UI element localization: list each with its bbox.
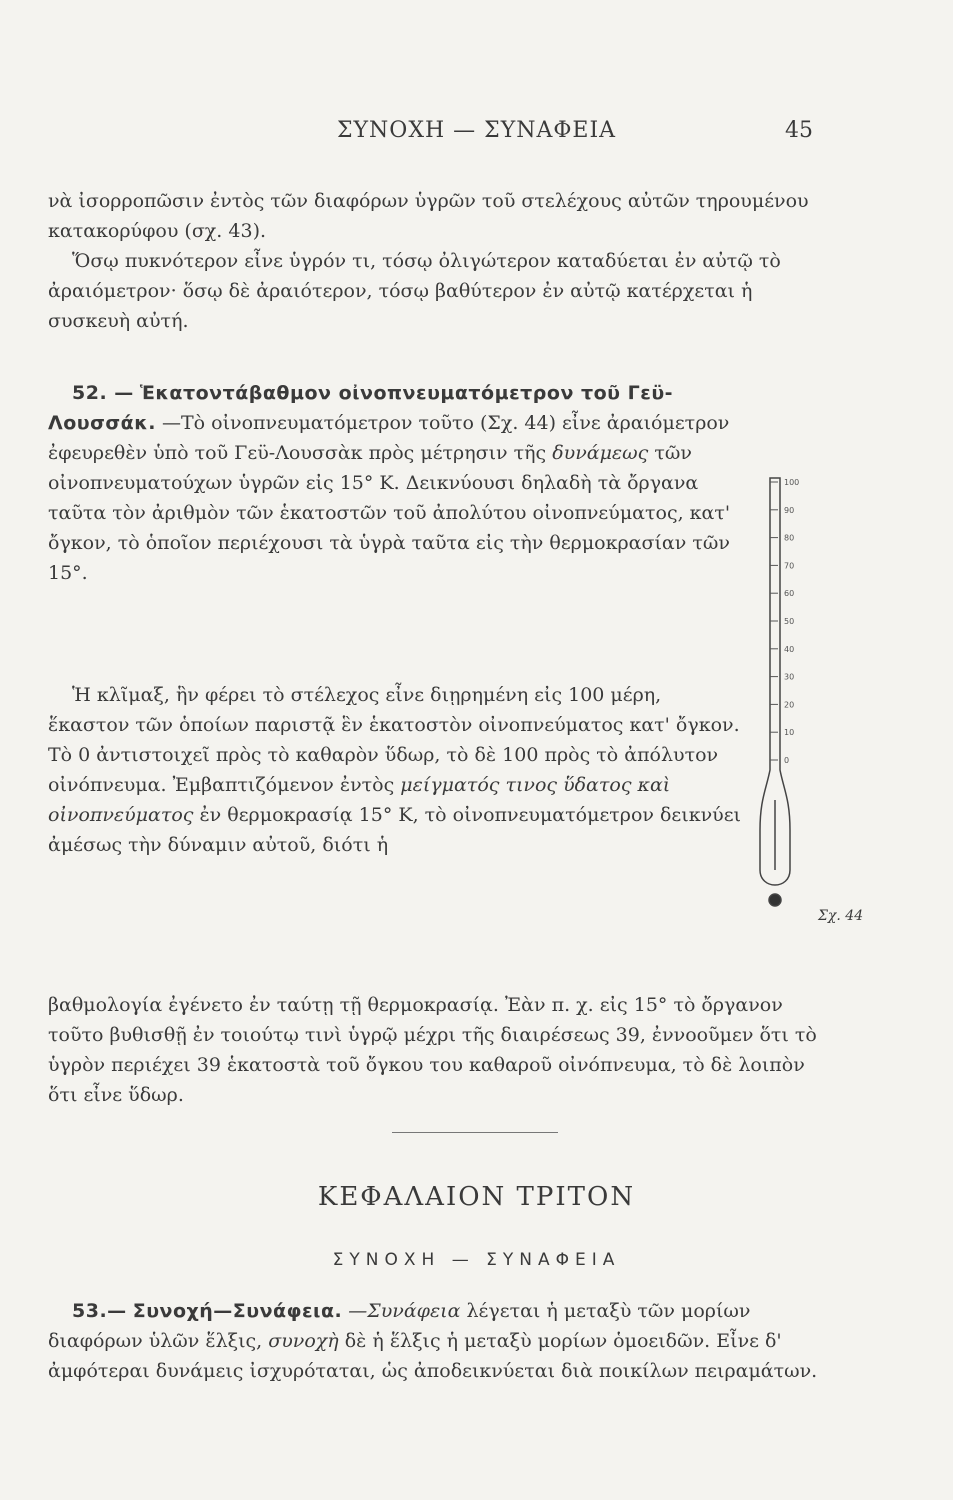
paragraph-3a: Ἡ κλῖμαξ, ἣν φέρει τὸ στέλεχος εἶνε διῃρημένη εἰς 100 μέρη, ἕκαστον τῶν ὁποίων παριστᾷ ἓν ἑκατοστὸν οἰνοπνεύματος κατ' ὄγκον. Τὸ 0 ἀντιστοιχεῖ πρὸς τὸ καθαρὸν ὕδωρ, τὸ δὲ 100 πρὸς τὸ ἀπόλυτον οἰνόπνευμα. Ἐμβαπτιζόμενον ἐντὸς [48, 684, 740, 796]
section-52-italic: δυνάμεως [552, 442, 649, 464]
scale-tick-label: 0 [784, 756, 790, 765]
scale-tick-label: 100 [784, 478, 800, 487]
chapter-subtitle: ΣΥΝΟΧΗ — ΣΥΝΑΦΕΙΑ [332, 1250, 621, 1270]
scale-ticks [770, 478, 799, 765]
paragraph-1-text: νὰ ἰσορροπῶσιν ἐντὸς τῶν διαφόρων ὑγρῶν τοῦ στελέχους αὐτῶν τηρουμένου κατακορύφου (σχ. 43). [48, 190, 809, 242]
scale-tick-label: 20 [784, 700, 795, 710]
scale-tick-label: 30 [784, 672, 795, 682]
section-53 [48, 1296, 820, 1386]
paragraph-1b-text: Ὅσῳ πυκνότερον εἶνε ὑγρόν τι, τόσῳ ὀλιγώτερον καταδύεται ἐν αὐτῷ τὸ ἀραιόμετρον· ὅσῳ δὲ ἀραιότερον, τόσῳ βαθύτερον ἐν αὐτῷ κατέρχεται ἡ συσκευὴ αὐτή. [48, 250, 781, 332]
figure-label: Σχ. 44 [818, 908, 864, 924]
section-53-text-a: λέγεται ἡ μεταξὺ τῶν μορίων διαφόρων ὑλῶν ἕλξις, [48, 1300, 751, 1352]
section-52 [48, 378, 748, 588]
alcoholometer-figure [750, 470, 860, 930]
running-title: ΣΥΝΟΧΗ — ΣΥΝΑΦΕΙΑ [336, 118, 617, 143]
page-number: 45 [785, 118, 813, 143]
section-52-body2: τῶν οἰνοπνευματούχων ὑγρῶν εἰς 15° Κ. Δεικνύουσι δηλαδὴ τὰ ὄργανα ταῦτα τὸν ἀριθμὸν τῶν ἑκατοστῶν τοῦ ἀπολύτου οἰνοπνεύματος, κατ' ὄγκον, τὸ ὁποῖον περιέχουσι τὰ ὑγρὰ ταῦτα εἰς τὴν θερμοκρασίαν τῶν 15°. [48, 442, 731, 584]
scale-tick-label: 70 [784, 561, 795, 571]
paragraph-3b: ἐν θερμοκρασίᾳ 15° Κ, τὸ οἰνοπνευματόμετρον δεικνύει ἀμέσως τὴν δύναμιν αὐτοῦ, διότι ἡ [48, 804, 741, 856]
paragraph-3 [48, 680, 748, 860]
paragraph-3-italic: μείγματός τινος ὕδατος καὶ οἰνοπνεύματος [48, 774, 671, 826]
scale-tick-label: 90 [784, 505, 795, 515]
section-53-number: 53.— [72, 1300, 127, 1322]
paragraph-1 [48, 186, 820, 336]
scale-tick-label: 50 [784, 617, 795, 626]
section-52-number: 52. — [72, 382, 134, 404]
scale-tick-label: 60 [784, 589, 795, 599]
section-53-title: Συνοχή—Συνάφεια. [132, 1300, 343, 1322]
section-52-body: —Τὸ οἰνοπνευματόμετρον τοῦτο (Σχ. 44) εἶνε ἀραιόμετρον ἐφευρεθὲν ὑπὸ τοῦ Γεϋ-Λουσσὰκ πρὸς μέτρησιν τῆς [48, 412, 730, 464]
section-52-title: Ἑκατοντάβαθμον οἰνοπνευματόμετρον τοῦ Γεϋ-Λουσσάκ. [48, 382, 674, 434]
section-53-italic-2: συνοχὴ [268, 1330, 339, 1352]
scale-tick-label: 40 [784, 644, 795, 654]
section-53-text-b: δὲ ἡ ἕλξις ἡ μεταξὺ μορίων ὁμοειδῶν. Εἶνε δ' ἀμφότεραι δυνάμεις ἰσχυρόταται, ὡς ἀποδεικνύεται διὰ ποικίλων πειραμάτων. [48, 1330, 818, 1382]
paragraph-4: βαθμολογία ἐγένετο ἐν ταύτῃ τῇ θερμοκρασίᾳ. Ἐὰν π. χ. εἰς 15° τὸ ὄργανον τοῦτο βυθισθῇ ἐν τοιούτῳ τινὶ ὑγρῷ μέχρι τῆς διαιρέσεως 39, ἐννοοῦμεν ὅτι τὸ ὑγρὸν περιέχει 39 ἑκατοστὰ τοῦ ὄγκου του καθαροῦ οἰνόπνευμα, τὸ δὲ λοιπὸν ὅτι εἶνε ὕδωρ. [48, 994, 817, 1106]
section-divider [392, 1132, 558, 1133]
scale-tick-label: 10 [784, 728, 795, 738]
chapter-title: ΚΕΦΑΛΑΙΟΝ ΤΡΙΤΟΝ [317, 1182, 636, 1212]
scale-tick-label: 80 [784, 533, 795, 543]
section-53-italic-1: —Συνάφεια [348, 1300, 461, 1322]
